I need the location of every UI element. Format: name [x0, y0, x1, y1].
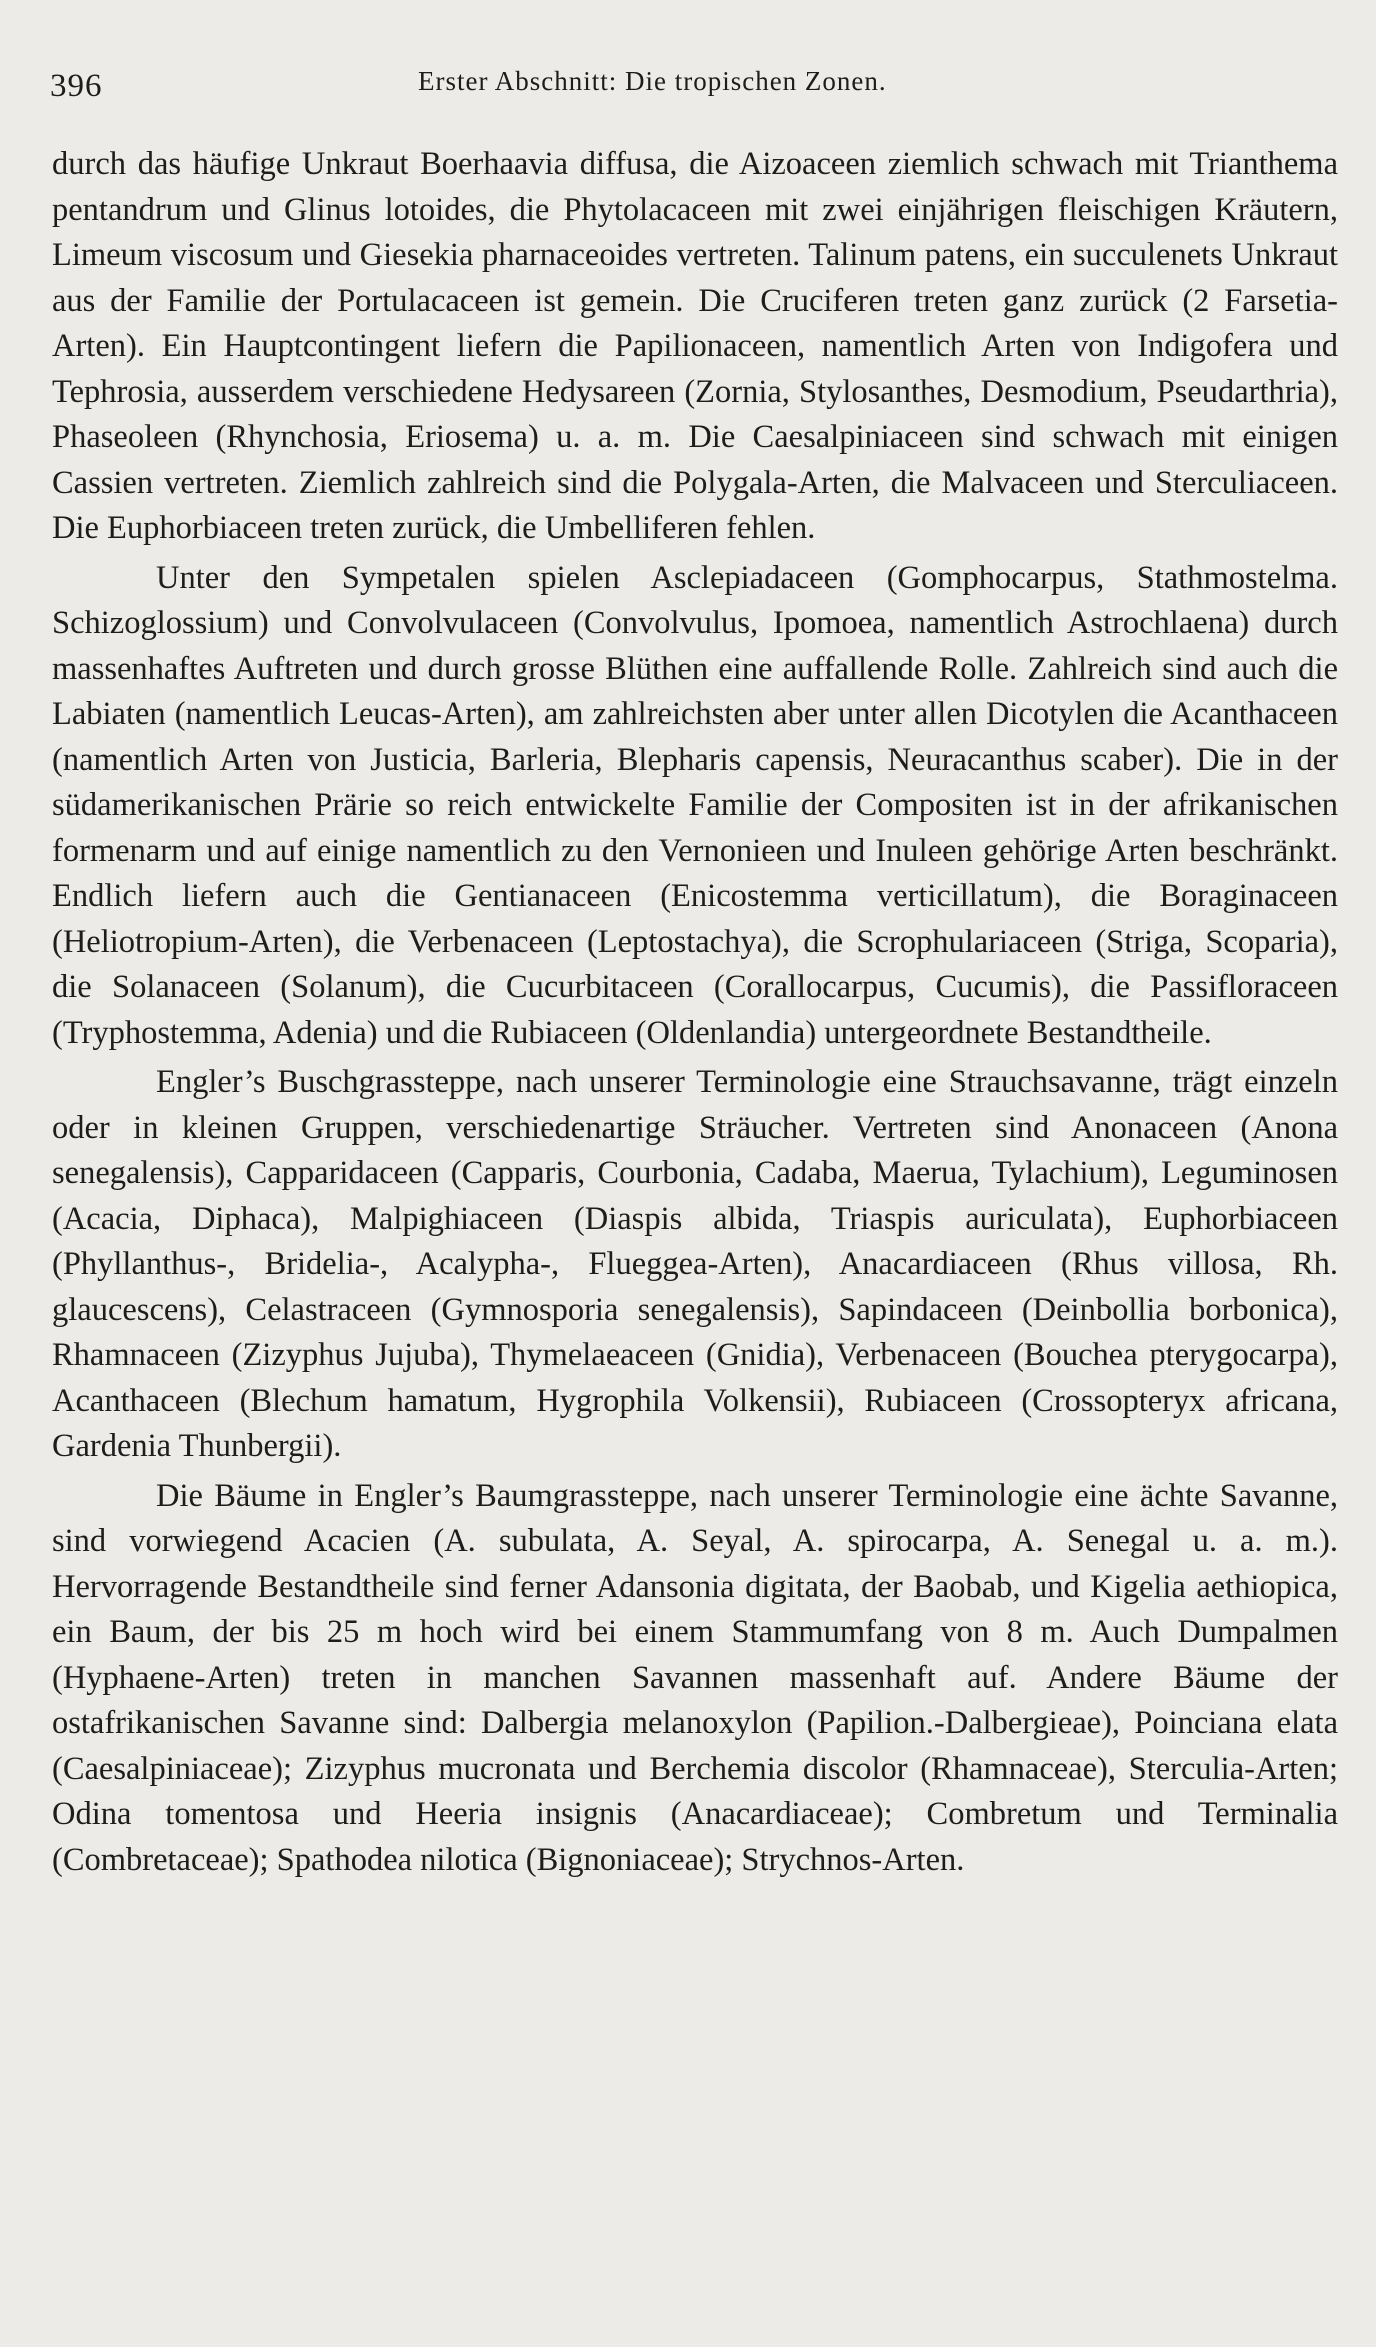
running-head	[50, 64, 1340, 108]
page-number: 396	[50, 68, 103, 104]
paragraph-1: durch das häufige Unkraut Boerhaavia diffusa, die Aizoaceen ziemlich schwach mit Trianthema pentandrum und Glinus lotoides, die Phytolacaceen mit zwei einjährigen fleischigen Kräutern, Limeum viscosum und Giesekia pharnaceoides vertreten. Talinum patens, ein succulenets Unkraut aus der Familie der Portulacaceen ist gemein. Die Cruciferen treten ganz zurück (2 Farsetia-Arten). Ein Hauptcontingent liefern die Papilionaceen, namentlich Arten von Indigofera und Tephrosia, ausserdem verschiedene Hedysareen (Zornia, Stylosanthes, Desmodium, Pseudarthria), Phaseoleen (Rhynchosia, Eriosema) u. a. m. Die Caesalpiniaceen sind schwach mit einigen Cassien vertreten. Ziemlich zahlreich sind die Polygala-Arten, die Malvaceen und Sterculiaceen. Die Euphorbiaceen treten zurück, die Umbelliferen fehlen.	[52, 146, 1338, 546]
paragraph-3: Engler’s Buschgrassteppe, nach unserer Terminologie eine Strauchsavanne, trägt einzeln oder in kleinen Gruppen, verschiedenartige Sträucher. Vertreten sind Anonaceen (Anona senegalensis), Capparidaceen (Capparis, Courbonia, Cadaba, Maerua, Tylachium), Leguminosen (Acacia, Diphaca), Malpighiaceen (Diaspis albida, Triaspis auriculata), Euphorbiaceen (Phyllanthus-, Bridelia-, Acalypha-, Flueggea-Arten), Anacardiaceen (Rhus villosa, Rh. glaucescens), Celastraceen (Gymnosporia senegalensis), Sapindaceen (Deinbollia borbonica), Rhamnaceen (Zizyphus Jujuba), Thymelaeaceen (Gnidia), Verbenaceen (Bouchea pterygocarpa), Acanthaceen (Blechum hamatum, Hygrophila Volkensii), Rubiaceen (Crossopteryx africana, Gardenia Thunbergii).	[52, 1064, 1338, 1464]
paragraph-2: Unter den Sympetalen spielen Asclepiadaceen (Gomphocarpus, Stathmostelma. Schizoglossium) und Convolvulaceen (Convolvulus, Ipomoea, namentlich Astrochlaena) durch massenhaftes Auftreten und durch grosse Blüthen eine auffallende Rolle. Zahlreich sind auch die Labiaten (namentlich Leucas-Arten), am zahlreichsten aber unter allen Dicotylen die Acanthaceen (namentlich Arten von Justicia, Barleria, Blepharis capensis, Neuracanthus scaber). Die in der südamerikanischen Prärie so reich entwickelte Familie der Compositen ist in der afrikanischen formenarm und auf einige namentlich zu den Vernonieen und Inuleen gehörige Arten beschränkt. Endlich liefern auch die Gentianaceen (Enicostemma verticillatum), die Boraginaceen (Heliotropium-Arten), die Verbenaceen (Leptostachya), die Scrophulariaceen (Striga, Scoparia), die Solanaceen (Solanum), die Cucurbitaceen (Corallocarpus, Cucumis), die Passifloraceen (Tryphostemma, Adenia) und die Rubiaceen (Oldenlandia) untergeordnete Bestandtheile.	[52, 559, 1338, 1051]
running-head-title: Erster Abschnitt: Die tropischen Zonen.	[418, 66, 887, 96]
paragraph-4: Die Bäume in Engler’s Baumgrassteppe, nach unserer Terminologie eine ächte Savanne, sind vorwiegend Acacien (A. subulata, A. Seyal, A. spirocarpa, A. Senegal u. a. m.). Hervorragende Bestandtheile sind ferner Adansonia digitata, der Baobab, und Kigelia aethiopica, ein Baum, der bis 25 m hoch wird bei einem Stammumfang von 8 m. Auch Dumpalmen (Hyphaene-Arten) treten in manchen Savannen massenhaft auf. Andere Bäume der ostafrikanischen Savanne sind: Dalbergia melanoxylon (Papilion.-Dalbergieae), Poinciana elata (Caesalpiniaceae); Zizyphus mucronata und Berchemia discolor (Rhamnaceae), Sterculia-Arten; Odina tomentosa und Heeria insignis (Anacardiaceae); Combretum und Terminalia (Combretaceae); Spathodea nilotica (Bignoniaceae); Strychnos-Arten.	[52, 1477, 1338, 1878]
body-text	[52, 142, 1338, 1883]
